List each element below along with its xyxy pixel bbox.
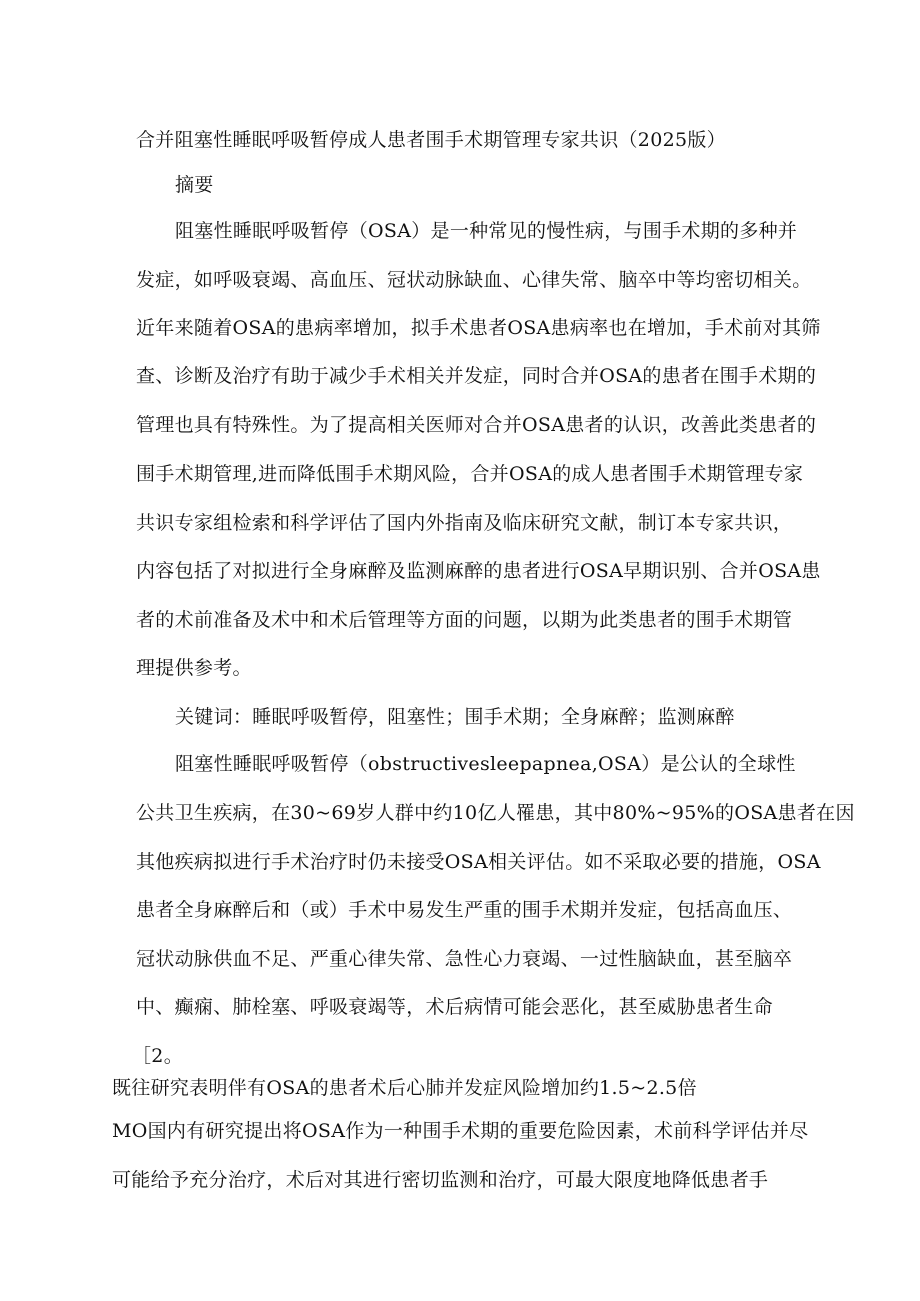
abstract-line: 者的术前准备及术中和术后管理等方面的问题，以期为此类患者的围手术期管 xyxy=(136,609,793,631)
abstract-line: 围手术期管理,进而降低围手术期风险，合并OSA的成人患者围手术期管理专家 xyxy=(136,463,804,485)
abstract-line: 管理也具有特殊性。为了提高相关医师对合并OSA患者的认识，改善此类患者的 xyxy=(136,414,817,436)
keywords-line: 关键词：睡眠呼吸暂停，阻塞性；围手术期；全身麻醉；监测麻醉 xyxy=(175,706,735,728)
abstract-line: 阻塞性睡眠呼吸暂停（OSA）是一种常见的慢性病，与围手术期的多种并 xyxy=(175,220,798,242)
body-line: 其他疾病拟进行手术治疗时仍未接受OSA相关评估。如不采取必要的措施，OSA xyxy=(136,851,821,873)
abstract-line: 查、诊断及治疗有助于减少手术相关并发症，同时合并OSA的患者在围手术期的 xyxy=(136,365,817,387)
body-line: 中、癫痫、肺栓塞、呼吸衰竭等，术后病情可能会恶化，甚至威胁患者生命 xyxy=(136,996,773,1018)
citation-line: ［2。 xyxy=(132,1045,183,1067)
body-line: MO国内有研究提出将OSA作为一种围手术期的重要危险因素，术前科学评估并尽 xyxy=(112,1120,809,1142)
abstract-line: 内容包括了对拟进行全身麻醉及监测麻醉的患者进行OSA早期识别、合并OSA患 xyxy=(136,560,821,582)
body-line: 可能给予充分治疗，术后对其进行密切监测和治疗，可最大限度地降低患者手 xyxy=(112,1169,769,1191)
abstract-heading: 摘要 xyxy=(175,174,214,196)
abstract-line: 共识专家组检索和科学评估了国内外指南及临床研究文献，制订本专家共识， xyxy=(136,512,793,534)
body-line: 患者全身麻醉后和（或）手术中易发生严重的围手术期并发症，包括高血压、 xyxy=(136,899,793,921)
abstract-line: 近年来随着OSA的患病率增加，拟手术患者OSA患病率也在增加，手术前对其筛 xyxy=(136,317,821,339)
document-title: 合并阻塞性睡眠呼吸暂停成人患者围手术期管理专家共识（2025版） xyxy=(136,129,726,151)
abstract-line: 发症，如呼吸衰竭、高血压、冠状动脉缺血、心律失常、脑卒中等均密切相关。 xyxy=(136,269,812,291)
abstract-line: 理提供参考。 xyxy=(136,657,252,679)
body-line: 阻塞性睡眠呼吸暂停（obstructivesleepapnea,OSA）是公认的全球性 xyxy=(175,753,796,775)
body-line: 既往研究表明伴有OSA的患者术后心肺并发症风险增加约1.5~2.5倍 xyxy=(112,1077,697,1099)
body-line: 冠状动脉供血不足、严重心律失常、急性心力衰竭、一过性脑缺血，甚至脑卒 xyxy=(136,948,793,970)
body-line: 公共卫生疾病，在30~69岁人群中约10亿人罹患，其中80%~95%的OSA患者在因 xyxy=(136,802,855,824)
